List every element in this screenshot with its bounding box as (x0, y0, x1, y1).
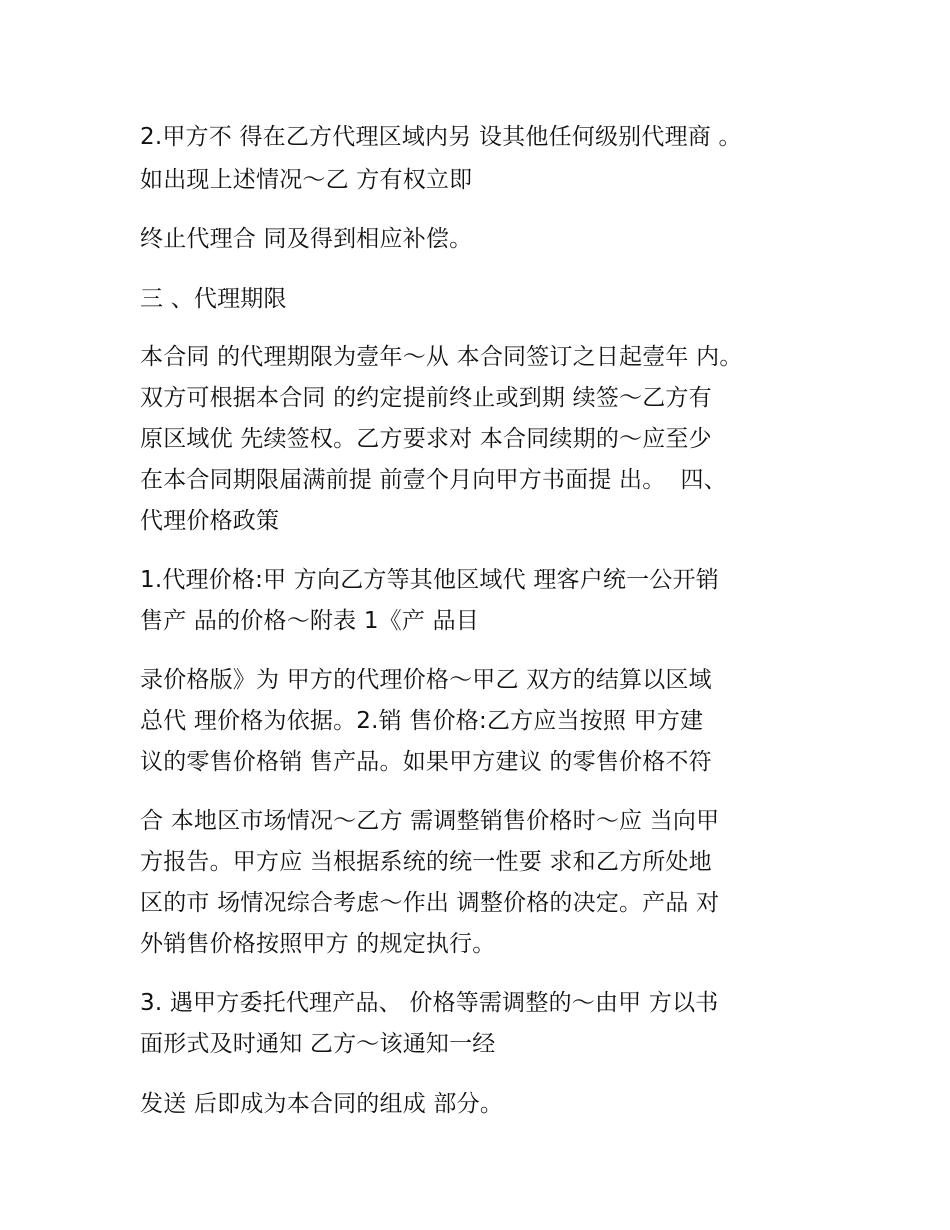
section-heading: 三 、代理期限 (140, 286, 287, 312)
text-line: 本合同 的代理期限为壹年～从 本合同签订之日起壹年 内。 (140, 344, 743, 370)
text-line: 售产 品的价格～附表 1《产 品目 (140, 608, 479, 634)
text-line: 2.甲方不 得在乙方代理区域内另 设其他任何级别代理商 。 (140, 124, 742, 150)
text-line: 代理价格政策 (140, 508, 280, 534)
text-line: 总代 理价格为依据。2.销 售价格:乙方应当按照 甲方建 (140, 708, 704, 734)
text-line: 终止代理合 同及得到相应补偿。 (140, 226, 473, 252)
text-line: 录价格版》为 甲方的代理价格～甲乙 双方的结算以区域 (140, 667, 712, 693)
text-line: 1.代理价格:甲 方向乙方等其他区域代 理客户统一公开销 (140, 567, 719, 593)
text-line: 面形式及时通知 乙方～该通知一经 (140, 1031, 496, 1057)
text-line: 发送 后即成为本合同的组成 部分。 (140, 1091, 504, 1117)
text-line: 方报告。甲方应 当根据系统的统一性要 求和乙方所处地 (140, 849, 712, 875)
text-line: 3. 遇甲方委托代理产品、 价格等需调整的～由甲 方以书 (140, 990, 719, 1016)
text-line: 原区域优 先续签权。乙方要求对 本合同续期的～应至少 (140, 426, 712, 452)
text-line: 外销售价格按照甲方 的规定执行。 (140, 931, 496, 957)
text-line: 议的零售价格销 售产品。如果甲方建议 的零售价格不符 (140, 749, 712, 775)
text-line: 如出现上述情况～乙 方有权立即 (140, 167, 473, 193)
text-line: 合 本地区市场情况～乙方 需调整销售价格时～应 当向甲 (140, 808, 720, 834)
text-line: 双方可根据本合同 的约定提前终止或到期 续签～乙方有 (140, 385, 712, 411)
text-line: 在本合同期限届满前提 前壹个月向甲方书面提 出。 四、 (140, 467, 727, 493)
text-line: 区的市 场情况综合考虑～作出 调整价格的决定。产品 对 (140, 890, 720, 916)
